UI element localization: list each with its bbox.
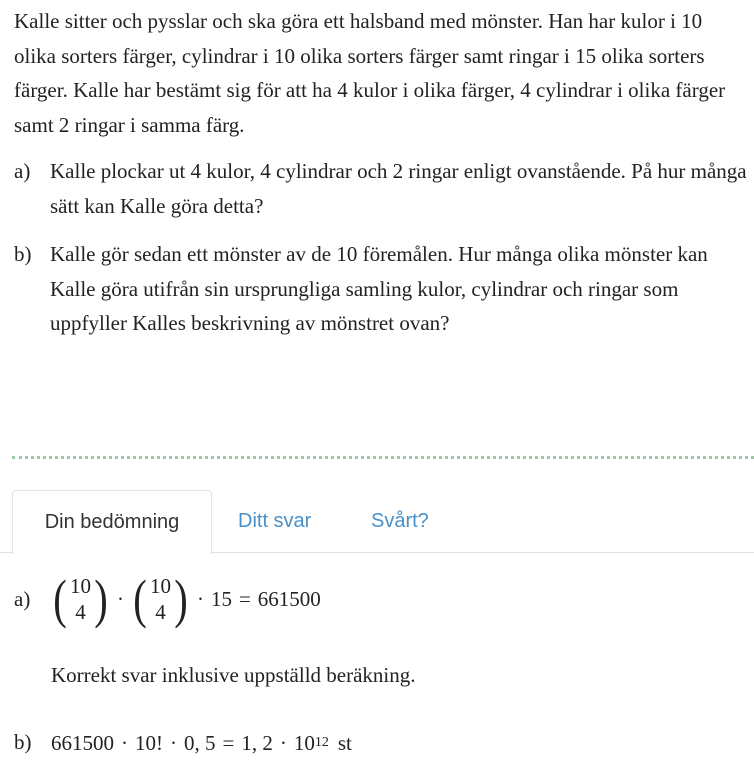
times-operator: · [279, 730, 287, 755]
times-operator: · [170, 730, 177, 755]
term-2: 10! [135, 730, 163, 755]
equals-sign: = [222, 730, 235, 755]
factor: 15 [210, 586, 232, 611]
tab-ditt-svar[interactable]: Ditt svar [238, 509, 312, 532]
times-operator: · [116, 586, 124, 611]
binomial-bottom: 4 [75, 600, 86, 624]
paren-right: ) [174, 569, 188, 629]
solution-a-result: 661500 [257, 586, 321, 611]
equals-sign: = [238, 586, 251, 611]
solution-b-label: b) [14, 730, 32, 754]
term-3: 0, 5 [184, 730, 216, 755]
tab-din-bedomning[interactable]: Din bedömning [12, 490, 212, 554]
paren-left: ( [133, 569, 147, 629]
mantissa: 1, 2 [241, 730, 273, 755]
solution-a-note: Korrekt svar inklusive uppställd beräkning. [51, 663, 416, 687]
binomial-2 [131, 569, 190, 629]
section-divider [12, 456, 754, 459]
solution-a-label: a) [14, 587, 31, 611]
question-a-text: Kalle plockar ut 4 kulor, 4 cylindrar och 2 ringar enligt ovanstående. På hur många sätt kan Kalle göra detta? [50, 159, 747, 218]
problem-intro: Kalle sitter och pysslar och ska göra ett halsband med mönster. Han har kulor i 10 olika sorters färger, cylindrar i 10 olika sorters färger samt ringar i 15 olika sorters färger. Kalle har bestämt sig för att ha 4 kulor i olika färger, 4 cylindrar i olika färger samt 2 ringar i samma färg. [14, 9, 726, 137]
question-b-text: Kalle gör sedan ett mönster av de 10 föremålen. Hur många olika mönster kan Kalle göra utifrån sin ursprungliga samling kulor, cylindrar och ringar som uppfyller Kalles beskrivning av mönstret ovan? [50, 242, 708, 335]
solution-b-formula: 661500 · 10! · 0, 5 = 1, 2 · 10 12 st [51, 730, 352, 755]
tab-bar [0, 490, 754, 553]
unit: st [337, 730, 352, 755]
solution-a-formula [51, 568, 321, 630]
tab-svart[interactable]: Svårt? [371, 509, 429, 532]
binomial-top: 10 [149, 574, 171, 598]
power-base: 10 [293, 730, 315, 755]
times-operator: · [121, 730, 128, 755]
question-b [14, 237, 749, 341]
question-b-label: b) [14, 242, 32, 266]
question-a-label: a) [14, 159, 31, 183]
term-1: 661500 [51, 730, 114, 755]
paren-left: ( [53, 569, 67, 629]
question-a [14, 154, 749, 223]
times-operator: · [196, 586, 204, 611]
binomial-bottom: 4 [155, 600, 166, 624]
paren-right: ) [94, 569, 108, 629]
binomial-1 [51, 569, 110, 629]
binomial-top: 10 [69, 574, 91, 598]
